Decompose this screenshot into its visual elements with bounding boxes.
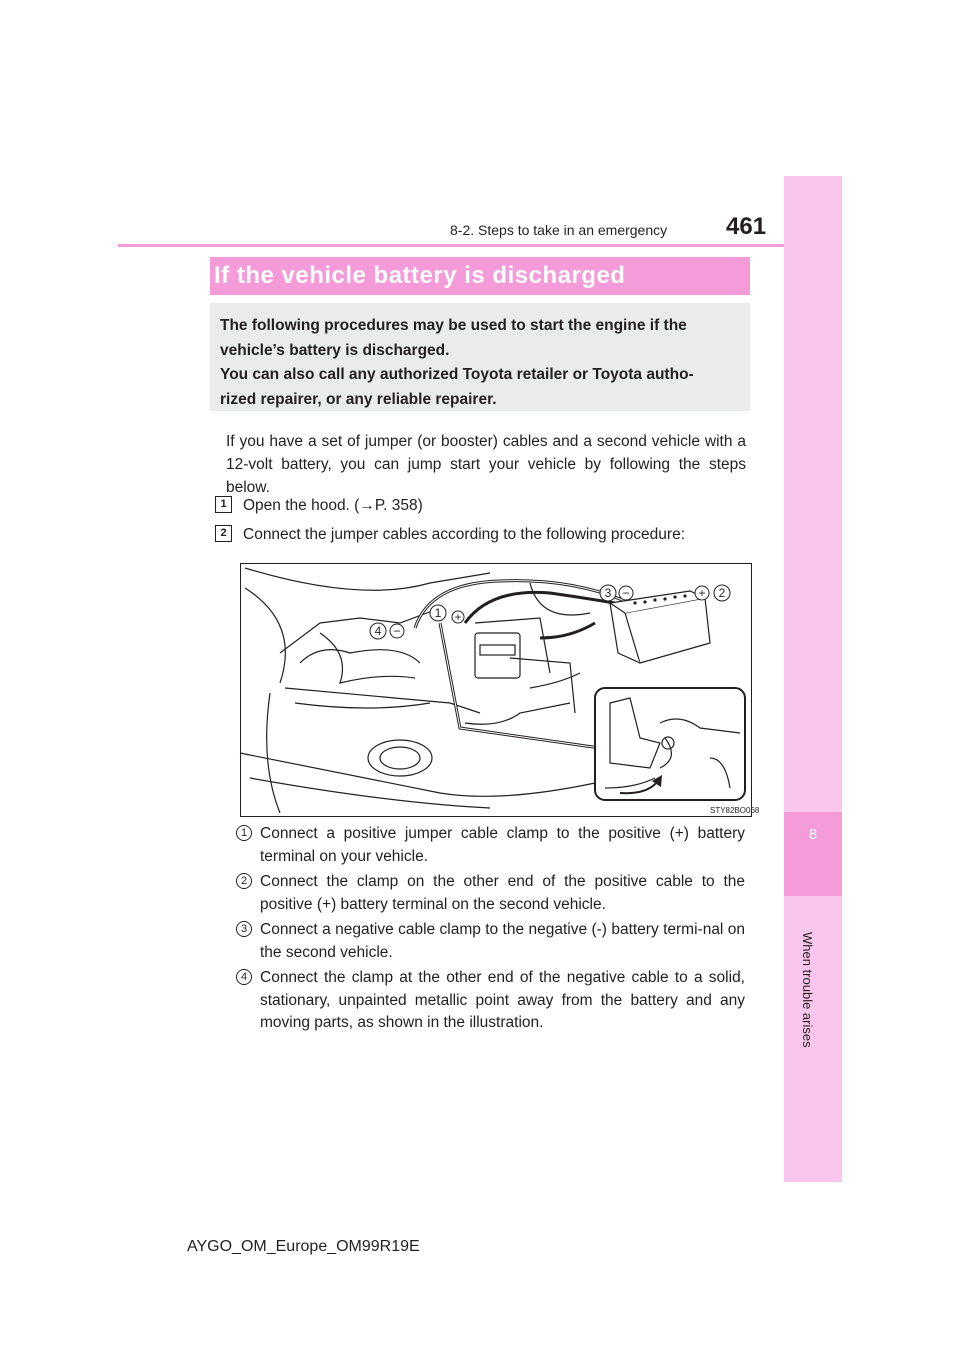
sub-step-text: Connect the clamp on the other end of the positive cable to the positive (+) battery terminal on the second vehicle. [260, 873, 745, 913]
step-number-box: 1 [215, 496, 232, 513]
callout-label: 1 [434, 606, 442, 620]
chapter-number: 8 [808, 826, 818, 843]
body-paragraph: If you have a set of jumper (or booster) cables and a second vehicle with a 12-volt battery, you can jump start your vehicle by following the steps below. [226, 433, 746, 496]
callout-label: 2 [718, 586, 726, 600]
intro-text [220, 314, 742, 412]
page-number: 461 [726, 213, 767, 240]
intro-line: vehicle’s battery is discharged. [220, 341, 450, 359]
chapter-title: When trouble arises [800, 932, 815, 1048]
header-rule [118, 244, 784, 247]
sub-step-number: 3 [236, 921, 252, 937]
figure-code: STY82BO068 [710, 806, 760, 815]
chapter-tab[interactable] [784, 812, 842, 896]
polarity-label: − [622, 586, 630, 600]
polarity-label: + [698, 586, 706, 600]
sub-step-text: Connect a negative cable clamp to the negative (-) battery termi-nal on the second vehicle. [260, 921, 745, 961]
polarity-label: + [454, 610, 462, 624]
sub-step-text: Connect the clamp at the other end of the negative cable to a solid, stationary, unpainted metallic point away from the battery and any moving parts, as shown in the illustration. [260, 969, 745, 1031]
sub-step-number: 1 [236, 825, 252, 841]
sub-step-number: 2 [236, 873, 252, 889]
step-number-box: 2 [215, 525, 232, 542]
step-text: Open the hood. (→P. 358) [243, 497, 423, 514]
callout-label: 4 [374, 624, 382, 638]
intro-line: rized repairer, or any reliable repairer. [220, 390, 497, 408]
sub-step-text: Connect a positive jumper cable clamp to the positive (+) battery terminal on your vehicle. [260, 825, 745, 865]
polarity-label: − [393, 624, 401, 638]
page-title: If the vehicle battery is discharged [214, 262, 626, 289]
intro-line: You can also call any authorized Toyota retailer or Toyota autho- [220, 366, 694, 383]
jump-start-illustration [240, 563, 760, 817]
callout-label: 3 [604, 586, 612, 600]
intro-line: The following procedures may be used to start the engine if the [220, 317, 687, 334]
sub-step-number: 4 [236, 969, 252, 985]
step-text: Connect the jumper cables according to the following procedure: [243, 526, 686, 543]
footer-doc-id: AYGO_OM_Europe_OM99R19E [187, 1238, 420, 1255]
section-heading: 8-2. Steps to take in an emergency [450, 222, 668, 238]
